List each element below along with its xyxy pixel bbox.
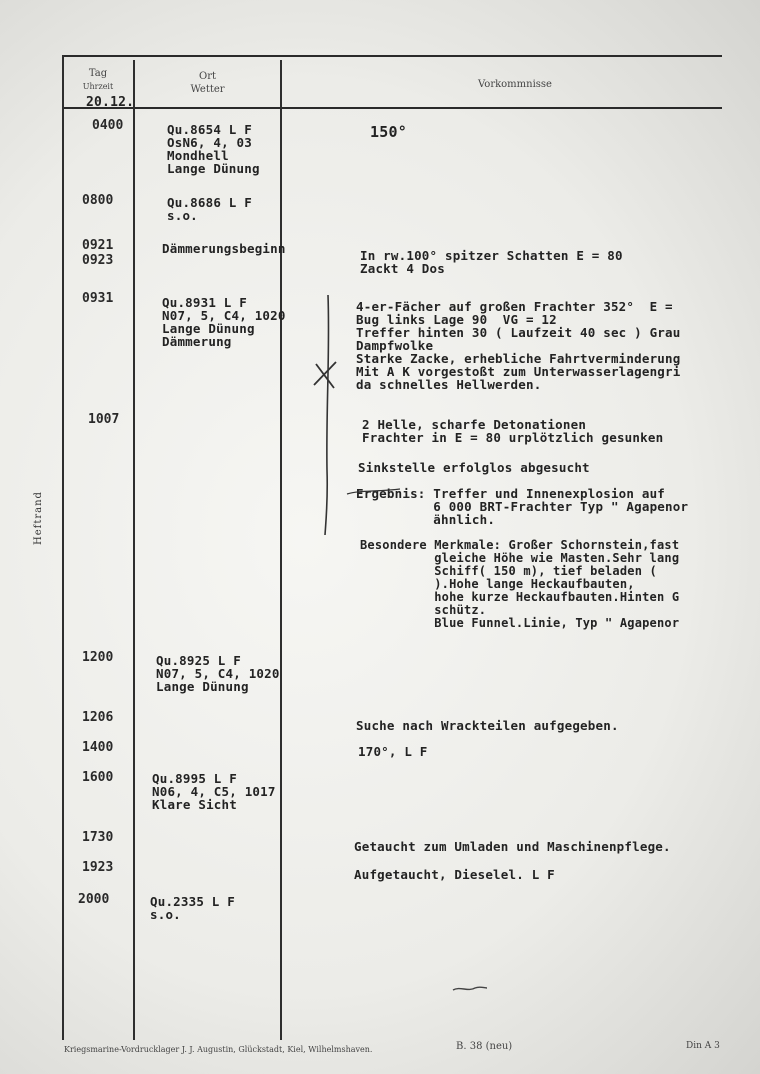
row-place: Qu.8686 L F s.o.	[167, 195, 252, 223]
row-place: Qu.2335 L F s.o.	[150, 894, 235, 922]
row-event: In rw.100° spitzer Schatten E = 80 Zackt 4 Dos	[360, 248, 623, 276]
row-time: 1400	[82, 740, 114, 755]
header-bottom-rule	[62, 107, 722, 109]
top-rule	[62, 55, 722, 57]
row-time: 1200	[82, 650, 114, 665]
handwritten-dash-mark	[450, 982, 490, 996]
row-time: 0400	[92, 118, 124, 133]
header-day-time	[70, 67, 126, 93]
header-date: 20.12.	[86, 95, 135, 110]
row-event: 150°	[370, 123, 407, 141]
row-time: 0921 0923	[82, 238, 114, 268]
row-time: 1600	[82, 770, 114, 785]
row-event: Besondere Merkmale: Großer Schornstein,fast gleiche Höhe wie Masten.Sehr lang Schiff( 150 m), tief beladen ( ).Hohe lange Heckaufbauten, hohe kurze Heckaufbauten.Hinten G schütz. Blue Funnel.Linie, Typ " Agapenor	[360, 538, 680, 630]
header-place-weather	[150, 70, 265, 96]
header-place-label: Ort	[199, 71, 216, 82]
column-rule-1	[133, 60, 135, 1040]
row-place: Dämmerungsbeginn	[162, 241, 286, 256]
row-event: Suche nach Wrackteilen aufgegeben.	[356, 718, 619, 733]
row-event: 2 Helle, scharfe Detonationen Frachter in E = 80 urplötzlich gesunken	[362, 417, 664, 445]
left-border	[62, 55, 64, 1040]
row-event: Ergebnis: Treffer und Innenexplosion auf 6 000 BRT-Frachter Typ " Agapenor ähnlich.	[356, 486, 689, 527]
handwritten-underline-mark	[345, 482, 405, 502]
header-time-label: Uhrzeit	[82, 82, 114, 91]
handwritten-vertical-mark	[300, 290, 360, 540]
row-time: 1007	[88, 412, 120, 427]
row-place: Qu.8654 L F OsN6, 4, 03 Mondhell Lange Dünung	[167, 122, 260, 176]
row-time: 2000	[78, 892, 110, 907]
row-event: Getaucht zum Umladen und Maschinenpflege.	[354, 839, 671, 854]
row-place: Qu.8931 L F N07, 5, C4, 1020 Lange Dünung Dämmerung	[162, 295, 286, 349]
footer-form-number: B. 38 (neu)	[456, 1041, 513, 1052]
margin-label: Heftrand	[33, 491, 44, 545]
row-event: Sinkstelle erfolglos abgesucht	[358, 460, 590, 475]
row-time: 1730	[82, 830, 114, 845]
row-event: 4-er-Fächer auf großen Frachter 352° E = Bug links Lage 90 VG = 12 Treffer hinten 30 ( Laufzeit 40 sec ) Grau Dampfwolke Starke Zacke, erhebliche Fahrtverminderung Mit A K vorgestoßt zum Unterwasserlagengri da schnelles Hellwerden.	[356, 299, 681, 392]
row-place: Qu.8925 L F N07, 5, C4, 1020 Lange Dünung	[156, 653, 280, 694]
row-time: 1206	[82, 710, 114, 725]
header-events: Vorkommnisse	[478, 79, 552, 90]
row-place: Qu.8995 L F N06, 4, C5, 1017 Klare Sicht	[152, 771, 276, 812]
header-day-label: Tag	[88, 68, 108, 79]
header-weather-label: Wetter	[190, 84, 225, 95]
row-event: Aufgetaucht, Dieselel. L F	[354, 867, 555, 882]
row-time: 0800	[82, 193, 114, 208]
row-event: 170°, L F	[358, 744, 428, 759]
column-rule-2	[280, 60, 282, 1040]
row-time: 1923	[82, 860, 114, 875]
footer-printer: Kriegsmarine-Vordrucklager J. J. Augustin, Glückstadt, Kiel, Wilhelmshaven.	[64, 1045, 373, 1054]
footer-paper-size: Din A 3	[686, 1041, 720, 1051]
row-time: 0931	[82, 291, 114, 306]
